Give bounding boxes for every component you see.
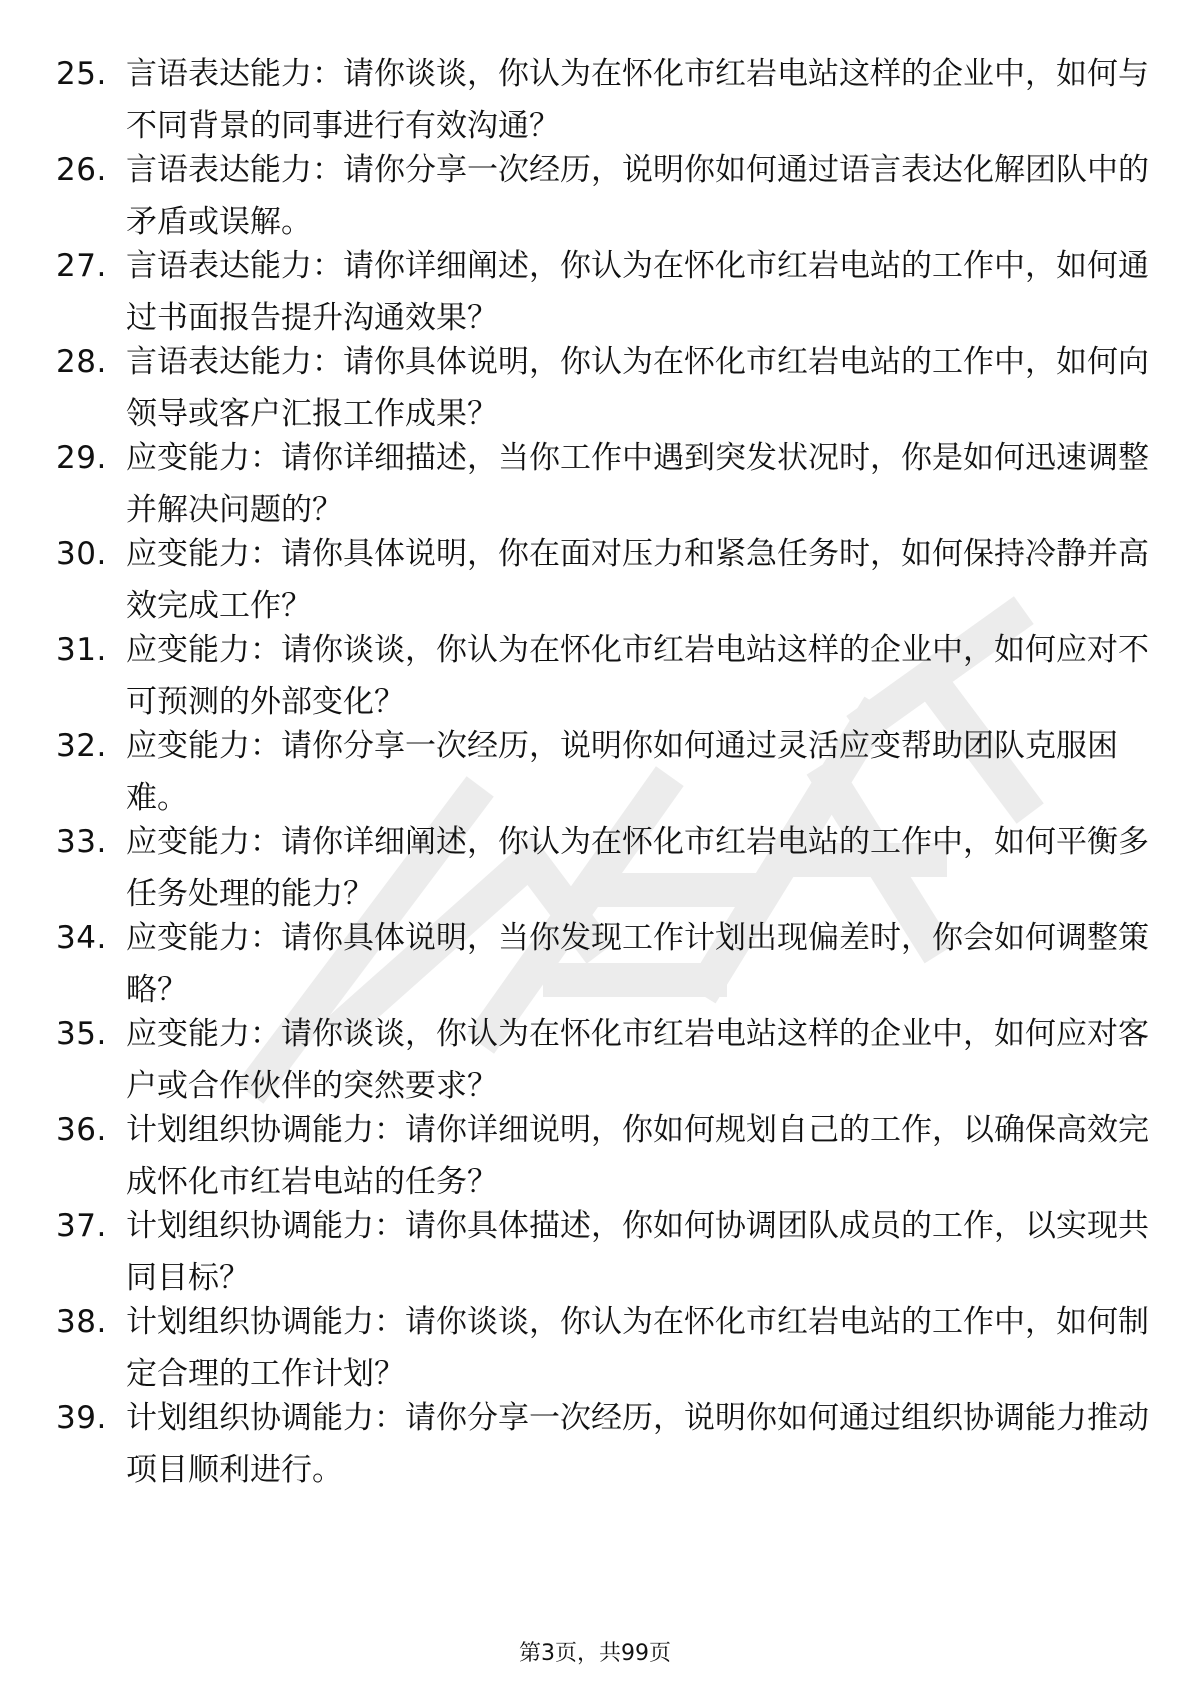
question-number: 31. [56,632,107,668]
question-number: 26. [56,152,107,188]
question-item [56,1296,1149,1396]
question-item [56,48,1149,148]
question-text: 应变能力：请你具体说明，你在面对压力和紧急任务时，如何保持冷静并高效完成工作？ [126,536,1149,624]
question-text: 应变能力：请你详细阐述，你认为在怀化市红岩电站的工作中，如何平衡多任务处理的能力？ [126,824,1149,912]
question-text: 计划组织协调能力：请你分享一次经历，说明你如何通过组织协调能力推动项目顺利进行。 [126,1400,1149,1488]
question-text: 应变能力：请你谈谈，你认为在怀化市红岩电站这样的企业中，如何应对不可预测的外部变化？ [126,632,1149,720]
question-text: 言语表达能力：请你分享一次经历，说明你如何通过语言表达化解团队中的矛盾或误解。 [126,152,1149,240]
question-number: 38. [56,1304,107,1340]
question-number: 35. [56,1016,107,1052]
question-text: 计划组织协调能力：请你具体描述，你如何协调团队成员的工作，以实现共同目标？ [126,1208,1149,1296]
question-item [56,912,1149,1012]
question-number: 34. [56,920,107,956]
question-text: 言语表达能力：请你详细阐述，你认为在怀化市红岩电站的工作中，如何通过书面报告提升沟通效果？ [126,248,1149,336]
question-text: 言语表达能力：请你具体说明，你认为在怀化市红岩电站的工作中，如何向领导或客户汇报工作成果？ [126,344,1149,432]
question-text: 应变能力：请你分享一次经历，说明你如何通过灵活应变帮助团队克服困难。 [126,728,1118,816]
question-number: 25. [56,56,107,92]
question-item [56,144,1149,244]
question-item [56,816,1149,916]
question-number: 37. [56,1208,107,1244]
question-number: 39. [56,1400,107,1436]
question-item [56,528,1149,628]
question-item [56,624,1149,724]
question-text: 计划组织协调能力：请你详细说明，你如何规划自己的工作，以确保高效完成怀化市红岩电站的任务？ [126,1112,1149,1200]
question-item [56,432,1149,532]
question-item [56,720,1136,820]
question-number: 28. [56,344,107,380]
question-item [56,1008,1149,1108]
question-text: 计划组织协调能力：请你谈谈，你认为在怀化市红岩电站的工作中，如何制定合理的工作计划？ [126,1304,1149,1392]
question-number: 30. [56,536,107,572]
question-text: 应变能力：请你谈谈，你认为在怀化市红岩电站这样的企业中，如何应对客户或合作伙伴的突然要求？ [126,1016,1149,1104]
question-number: 27. [56,248,107,284]
question-item [56,1104,1149,1204]
question-number: 29. [56,440,107,476]
page-footer: 第3页，共99页 [519,1641,671,1666]
question-text: 言语表达能力：请你谈谈，你认为在怀化市红岩电站这样的企业中，如何与不同背景的同事进行有效沟通？ [126,56,1149,144]
question-item [56,1200,1149,1300]
question-item [56,1392,1149,1492]
question-item [56,240,1149,340]
question-text: 应变能力：请你具体说明，当你发现工作计划出现偏差时，你会如何调整策略？ [126,920,1149,1008]
question-number: 33. [56,824,107,860]
question-number: 32. [56,728,107,764]
question-item [56,336,1149,436]
question-number: 36. [56,1112,107,1148]
question-text: 应变能力：请你详细描述，当你工作中遇到突发状况时，你是如何迅速调整并解决问题的？ [126,440,1149,528]
